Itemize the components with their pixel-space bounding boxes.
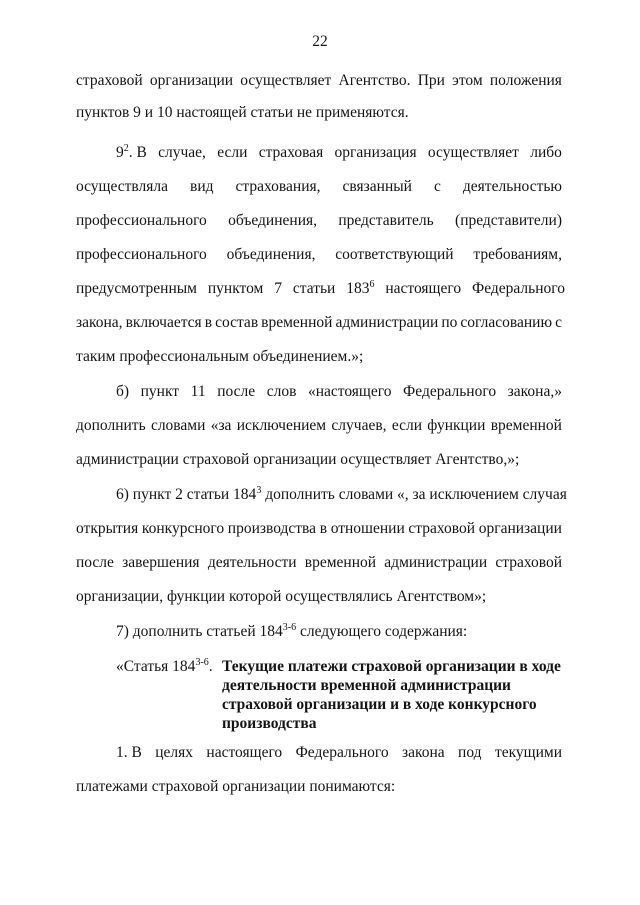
word: осуществляла <box>76 178 169 195</box>
paragraph-9-2-first-line <box>116 143 562 163</box>
word: с <box>555 314 562 331</box>
word: либо <box>530 144 562 161</box>
word: согласованию <box>460 314 553 331</box>
word: пункт <box>140 383 180 400</box>
word: этом <box>452 72 483 89</box>
word: осуществляет <box>427 144 519 161</box>
word: если <box>391 417 422 434</box>
word: включается <box>125 314 202 331</box>
article-title <box>222 657 562 733</box>
text-line-7: предусмотренным пунктом 7 статьи $183^6$ настоящего Федерального <box>76 279 565 297</box>
word: Федерального <box>403 383 497 400</box>
word: конкурсного <box>141 520 225 537</box>
word: текущими <box>494 744 562 761</box>
word: завершения <box>122 554 200 571</box>
text-line-1 <box>76 71 562 91</box>
word: Агентство. <box>338 72 411 89</box>
word: настоящего <box>206 744 283 761</box>
text-line-2: пунктов 9 и 10 настоящей статьи не применяются. <box>76 104 409 121</box>
word: страховая <box>258 144 324 161</box>
item-6-first-line: 6) пункт 2 статьи $184^3$ дополнить словами «, за исключением случая <box>116 485 567 503</box>
word: после <box>76 554 114 571</box>
word: целях <box>155 744 194 761</box>
word: соответствующий <box>335 246 454 263</box>
word: состав <box>215 314 259 331</box>
item-b-first-line <box>116 382 562 402</box>
word: осуществляет <box>240 72 332 89</box>
text-line-15 <box>76 553 562 573</box>
text-line-6 <box>76 245 562 265</box>
paragraph-number: $9^2$. В <box>116 143 147 161</box>
word: профессионального <box>76 212 207 229</box>
text-line-16: организации, функции которой осуществлялись Агентством»; <box>76 588 487 605</box>
word: администрации <box>384 554 488 571</box>
text-line-19: платежами страховой организации понимаются: <box>76 778 396 795</box>
article-title-line: производства <box>222 715 317 732</box>
word: закона,» <box>507 383 562 400</box>
word: представитель <box>338 212 434 229</box>
word: страховой <box>76 72 143 89</box>
word: функции <box>427 417 486 434</box>
word: «настоящего <box>307 383 392 400</box>
word: словами <box>150 417 206 434</box>
word: временной <box>261 314 333 331</box>
word: 11 <box>190 383 206 400</box>
word: производства <box>227 520 317 537</box>
word: вид <box>190 178 214 195</box>
word: Федерального <box>295 744 389 761</box>
word: в <box>204 314 213 331</box>
word: страховой <box>495 554 562 571</box>
word: закона <box>401 744 445 761</box>
word: по <box>441 314 458 331</box>
word: страхования, <box>235 178 321 195</box>
word: организации <box>149 72 234 89</box>
word: б) <box>116 383 130 400</box>
word: «за <box>210 417 232 434</box>
word: связанный <box>342 178 412 195</box>
word: с <box>434 178 441 195</box>
word: организация <box>334 144 417 161</box>
text-line-4 <box>76 177 562 197</box>
word: администрации <box>335 314 439 331</box>
word: положения <box>489 72 562 89</box>
item-7-line: 7) дополнить статьей 184$^{3-6}$ следующего содержания: <box>116 622 468 640</box>
word: под <box>458 744 482 761</box>
text-line-14 <box>76 519 562 539</box>
word: дополнить <box>76 417 146 434</box>
word: если <box>217 144 248 161</box>
word: деятельностью <box>462 178 562 195</box>
word: При <box>417 72 445 89</box>
text-line-9: таким профессиональным объединением.»; <box>76 348 364 365</box>
article-title-line: деятельности временной администрации <box>222 677 511 694</box>
word: страховой <box>408 520 476 537</box>
word: в <box>319 520 328 537</box>
article-label: «Статья 184$^{3-6}$. <box>116 657 213 675</box>
word: требованиям, <box>473 246 562 263</box>
word: объединения, <box>226 246 316 263</box>
word: объединения, <box>228 212 317 229</box>
word: слов <box>266 383 297 400</box>
word: деятельности <box>207 554 297 571</box>
word: 1. В <box>116 744 142 761</box>
page-number: 22 <box>312 33 328 50</box>
word: после <box>217 383 256 400</box>
word: открытия <box>76 520 139 537</box>
text-line-5 <box>76 211 562 231</box>
clause-1-first-line <box>116 743 562 763</box>
word: закона, <box>76 314 123 331</box>
word: случаев, <box>331 417 387 434</box>
word: исключением <box>236 417 327 434</box>
word: организации <box>478 520 562 537</box>
text-line-8 <box>76 313 562 333</box>
article-title-line: Текущие платежи страховой организации в ходе <box>222 658 561 675</box>
word: временной <box>490 417 562 434</box>
word: временной <box>304 554 377 571</box>
word: профессионального <box>76 246 207 263</box>
word: отношении <box>330 520 405 537</box>
word: случае, <box>158 144 206 161</box>
article-title-line: страховой организации и в ходе конкурсного <box>222 696 537 713</box>
word: (представители) <box>455 212 562 229</box>
text-line-11 <box>76 416 562 436</box>
text-line-12: администрации страховой организации осуществляет Агентство,»; <box>76 451 520 468</box>
